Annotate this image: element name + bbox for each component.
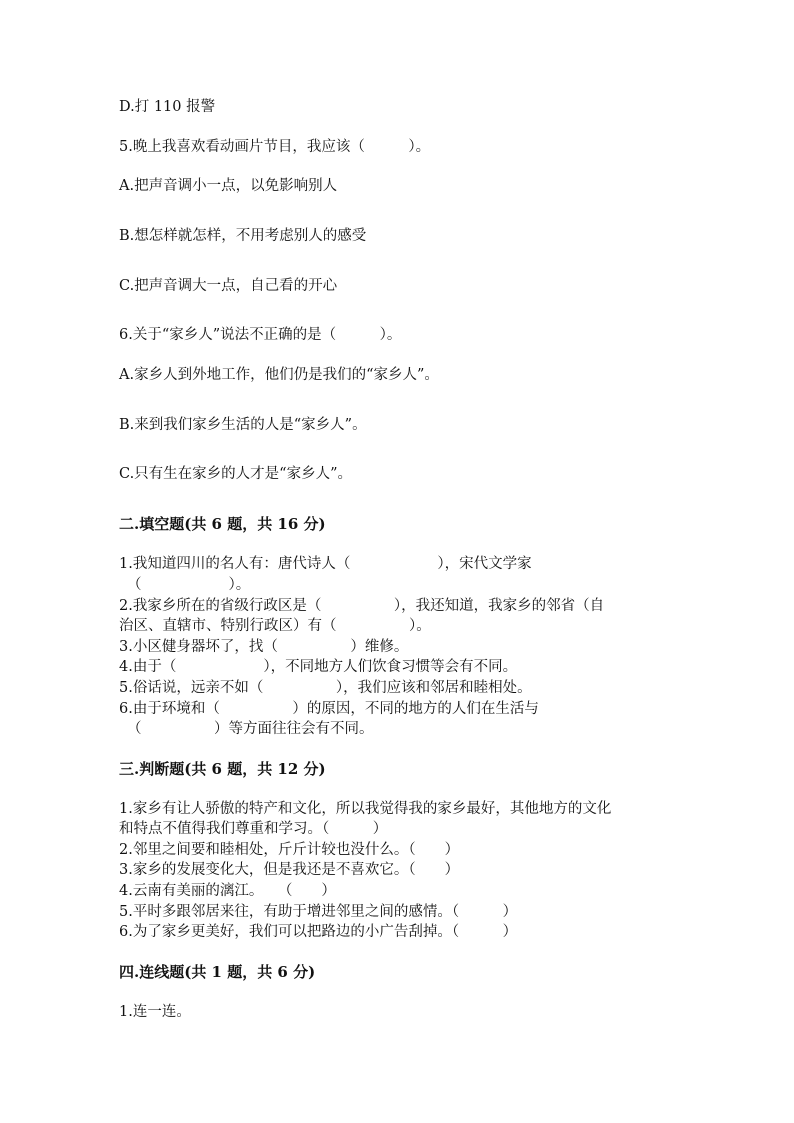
q6-option-b: B.来到我们家乡生活的人是“家乡人”。	[119, 417, 367, 433]
fill-blank-line: 5.俗话说，远亲不如（ ），我们应该和邻居和睦相处。	[119, 680, 532, 696]
fill-blank-line: （ ）等方面往往会有不同。	[127, 721, 374, 737]
fill-blank-line: 1.我知道四川的名人有：唐代诗人（ ），宋代文学家	[119, 556, 532, 572]
fill-blank-line: 2.我家乡所在的省级行政区是（ ），我还知道，我家乡的邻省（自	[119, 598, 605, 614]
true-false-line: 3.家乡的发展变化大，但是我还是不喜欢它。（ ）	[119, 862, 460, 878]
q6-question: 6.关于“家乡人”说法不正确的是（ ）。	[119, 327, 402, 343]
q4-option-d: D.打 110 报警	[119, 99, 216, 115]
fill-blank-line: （ ）。	[127, 577, 251, 593]
matching-question: 1.连一连。	[119, 1004, 191, 1020]
section-heading-true-false: 三.判断题(共 6 题，共 12 分)	[119, 760, 326, 778]
fill-blank-line: 4.由于（ ），不同地方人们饮食习惯等会有不同。	[119, 659, 518, 675]
fill-blank-line: 6.由于环境和（ ）的原因，不同的地方的人们在生活与	[119, 701, 539, 717]
q5-question: 5.晚上我喜欢看动画片节目，我应该（ ）。	[119, 139, 431, 155]
true-false-line: 6.为了家乡更美好，我们可以把路边的小广告刮掉。（ ）	[119, 924, 518, 940]
q5-option-a: A.把声音调小一点，以免影响别人	[119, 178, 338, 194]
q5-option-b: B.想怎样就怎样，不用考虑别人的感受	[119, 228, 367, 244]
true-false-line: 4.云南有美丽的漓江。 （ ）	[119, 883, 336, 899]
true-false-line: 2.邻里之间要和睦相处，斤斤计较也没什么。（ ）	[119, 842, 460, 858]
q6-option-c: C.只有生在家乡的人才是“家乡人”。	[119, 466, 353, 482]
true-false-line: 和特点不值得我们尊重和学习。（ ）	[119, 821, 388, 837]
section-heading-fill-blank: 二.填空题(共 6 题，共 16 分)	[119, 515, 326, 533]
q5-option-c: C.把声音调大一点，自己看的开心	[119, 278, 338, 294]
fill-blank-line: 治区、直辖市、特别行政区）有（ ）。	[119, 618, 431, 634]
true-false-line: 1.家乡有让人骄傲的特产和文化，所以我觉得我的家乡最好，其他地方的文化	[119, 801, 612, 817]
q6-option-a: A.家乡人到外地工作，他们仍是我们的“家乡人”。	[119, 367, 439, 383]
fill-blank-line: 3.小区健身器坏了，找（ ）维修。	[119, 639, 409, 655]
true-false-line: 5.平时多跟邻居来往，有助于增进邻里之间的感情。（ ）	[119, 904, 518, 920]
section-heading-matching: 四.连线题(共 1 题，共 6 分)	[119, 963, 316, 981]
